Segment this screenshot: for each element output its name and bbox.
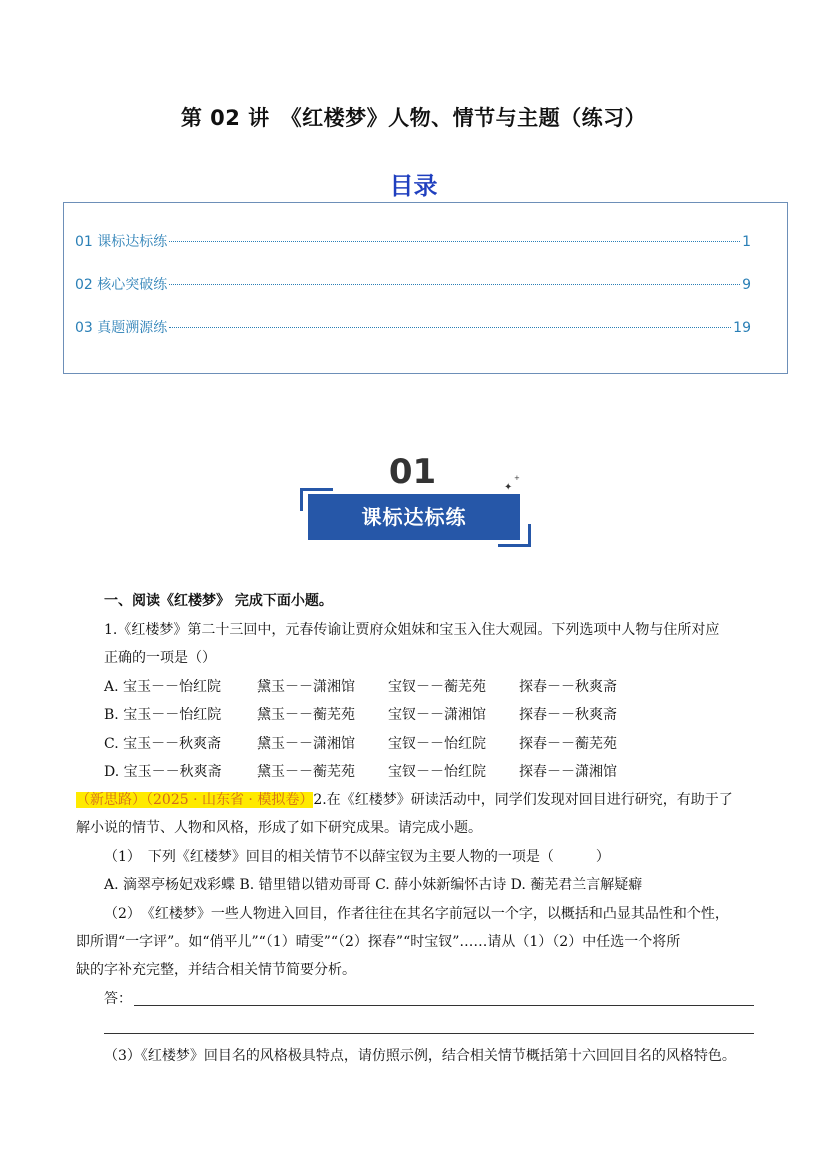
option-part: 黛玉－－蘅芜苑 <box>257 764 355 780</box>
option-part: 探春－－蘅芜苑 <box>519 736 617 752</box>
sparkle-icon: + <box>514 474 520 482</box>
sparkle-icon: ✦ <box>504 482 513 493</box>
option-part: C. 宝玉－－秋爽斋 <box>104 736 222 752</box>
option-part: 探春－－秋爽斋 <box>519 679 617 695</box>
toc-item-label: 01 课标达标练 <box>75 234 168 250</box>
q2-stem <box>76 789 733 809</box>
toc-item-label: 03 真题溯源练 <box>75 320 168 336</box>
toc-leader <box>169 241 740 242</box>
option-part: D. 宝玉－－秋爽斋 <box>104 764 222 780</box>
q2-sub3: （3）《红楼梦》回目名的风格极具特点，请仿照示例，结合相关情节概括第十六回回目名的风格特色。 <box>104 1048 736 1064</box>
toc-item-3[interactable] <box>75 317 751 337</box>
section-number: 01 <box>388 452 437 492</box>
q2-sub1: （1） 下列《红楼梦》回目的相关情节不以薛宝钗为主要人物的一项是（ ） <box>104 849 610 865</box>
option-part: B. 宝玉－－怡红院 <box>104 707 222 723</box>
section-label: 课标达标练 <box>361 505 467 529</box>
toc-item-2[interactable] <box>75 274 751 294</box>
q1-option-b[interactable] <box>104 704 617 724</box>
q2-sub2: 即所谓“一字评”。如“俏平儿”“（1）晴雯”“（2）探春”“时宝钗”……请从（1）（2）中任选一个将所 <box>76 934 681 950</box>
table-of-contents <box>63 202 788 374</box>
section-heading: 一、阅读《红楼梦》 完成下面小题。 <box>104 593 333 609</box>
toc-heading: 目录 <box>389 172 438 200</box>
q2-sub1-options: A. 滴翠亭杨妃戏彩蝶 B. 错里错以错劝哥哥 C. 薛小妹新编怀古诗 D. 蘅芜君兰言解疑癖 <box>104 877 643 893</box>
toc-item-label: 02 核心突破练 <box>75 277 168 293</box>
section-badge <box>300 452 530 548</box>
q1-option-a[interactable] <box>104 676 617 696</box>
option-part: A. 宝玉－－怡红院 <box>104 679 222 695</box>
q2-source-tag: （新思路）（2025 · 山东省 · 模拟卷） <box>76 792 314 808</box>
answer-label: 答： <box>104 991 132 1007</box>
answer-line[interactable] <box>134 1005 754 1006</box>
option-part: 宝钗－－怡红院 <box>388 764 486 780</box>
q2-sub2: （2） 《红楼梦》一些人物进入回目，作者往往在其名字前冠以一个字，以概括和凸显其品性和个性， <box>104 906 729 922</box>
q2-sub2: 缺的字补充完整，并结合相关情节简要分析。 <box>76 962 356 978</box>
option-part: 宝钗－－潇湘馆 <box>388 707 486 723</box>
option-part: 宝钗－－蘅芜苑 <box>388 679 486 695</box>
q1-stem: 1.《红楼梦》第二十三回中，元春传谕让贾府众姐妹和宝玉入住大观园。下列选项中人物与住所对应 <box>104 622 720 638</box>
answer-line[interactable] <box>104 1033 754 1034</box>
q1-option-d[interactable] <box>104 761 617 781</box>
toc-item-1[interactable] <box>75 231 751 251</box>
option-part: 探春－－潇湘馆 <box>519 764 617 780</box>
option-part: 黛玉－－潇湘馆 <box>257 736 355 752</box>
toc-leader <box>169 284 740 285</box>
q1-option-c[interactable] <box>104 733 617 753</box>
option-part: 探春－－秋爽斋 <box>519 707 617 723</box>
option-part: 黛玉－－蘅芜苑 <box>257 707 355 723</box>
toc-item-page: 1 <box>742 234 751 250</box>
page-title: 第 02 讲 《红楼梦》人物、情节与主题（练习） <box>180 106 647 130</box>
toc-item-page: 9 <box>742 277 751 293</box>
toc-item-page: 19 <box>733 320 751 336</box>
q2-stem: 解小说的情节、人物和风格，形成了如下研究成果。请完成小题。 <box>76 820 482 836</box>
q1-stem: 正确的一项是（） <box>104 650 216 666</box>
option-part: 宝钗－－怡红院 <box>388 736 486 752</box>
toc-leader <box>169 327 731 328</box>
option-part: 黛玉－－潇湘馆 <box>257 679 355 695</box>
q2-stem-text: 2.在《红楼梦》研读活动中，同学们发现对回目进行研究，有助于了 <box>313 792 733 808</box>
